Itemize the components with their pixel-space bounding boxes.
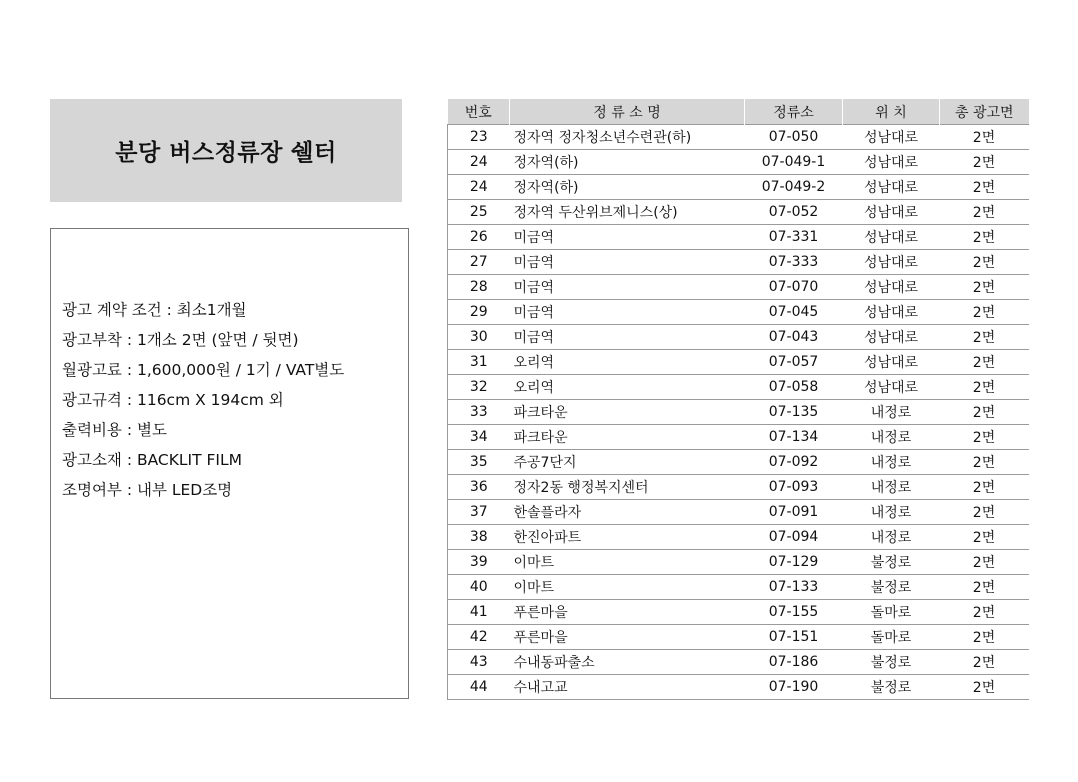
table-row — [448, 225, 1029, 250]
table-row — [448, 150, 1029, 175]
cell-stop-location: 불정로 — [843, 675, 940, 700]
header-row — [448, 99, 1029, 125]
cell-ad-faces: 2면 — [940, 525, 1029, 550]
cell-ad-faces: 2면 — [940, 550, 1029, 575]
cell-stop-location: 돌마로 — [843, 600, 940, 625]
cell-stop-location: 성남대로 — [843, 325, 940, 350]
cell-stop-code: 07-049-2 — [745, 175, 843, 200]
table-row — [448, 350, 1029, 375]
cell-ad-faces: 2면 — [940, 350, 1029, 375]
table-row — [448, 125, 1029, 150]
table-header — [448, 99, 1029, 125]
cell-ad-faces: 2면 — [940, 575, 1029, 600]
cell-stop-number: 30 — [448, 325, 510, 350]
cell-ad-faces: 2면 — [940, 450, 1029, 475]
table-row — [448, 625, 1029, 650]
cell-stop-number: 23 — [448, 125, 510, 150]
cell-stop-name: 수내고교 — [510, 675, 745, 700]
cell-ad-faces: 2면 — [940, 225, 1029, 250]
cell-ad-faces: 2면 — [940, 600, 1029, 625]
header-number: 번호 — [448, 99, 510, 125]
cell-stop-name: 미금역 — [510, 250, 745, 275]
cell-stop-code: 07-092 — [745, 450, 843, 475]
cell-stop-name: 정자역 정자청소년수련관(하) — [510, 125, 745, 150]
cell-stop-name: 미금역 — [510, 325, 745, 350]
info-line-contract-term: 광고 계약 조건 : 최소1개월 — [62, 301, 247, 319]
cell-ad-faces: 2면 — [940, 125, 1029, 150]
info-line-ad-size: 광고규격 : 116cm X 194cm 외 — [62, 391, 284, 409]
cell-ad-faces: 2면 — [940, 375, 1029, 400]
cell-stop-code: 07-190 — [745, 675, 843, 700]
cell-stop-location: 성남대로 — [843, 175, 940, 200]
header-stop-code: 정류소 — [745, 99, 843, 125]
cell-stop-location: 성남대로 — [843, 300, 940, 325]
info-line-print-cost: 출력비용 : 별도 — [62, 421, 167, 439]
cell-stop-code: 07-151 — [745, 625, 843, 650]
cell-stop-name: 수내동파출소 — [510, 650, 745, 675]
cell-stop-location: 성남대로 — [843, 275, 940, 300]
cell-stop-number: 31 — [448, 350, 510, 375]
cell-stop-name: 푸른마을 — [510, 625, 745, 650]
cell-stop-name: 정자역 두산위브제니스(상) — [510, 200, 745, 225]
cell-ad-faces: 2면 — [940, 650, 1029, 675]
cell-stop-name: 오리역 — [510, 375, 745, 400]
cell-ad-faces: 2면 — [940, 175, 1029, 200]
table-row — [448, 200, 1029, 225]
cell-ad-faces: 2면 — [940, 325, 1029, 350]
cell-stop-number: 43 — [448, 650, 510, 675]
cell-stop-number: 26 — [448, 225, 510, 250]
cell-stop-number: 41 — [448, 600, 510, 625]
cell-stop-number: 27 — [448, 250, 510, 275]
cell-stop-name: 정자역(하) — [510, 150, 745, 175]
cell-stop-name: 미금역 — [510, 275, 745, 300]
cell-stop-name: 파크타운 — [510, 425, 745, 450]
table-row — [448, 675, 1029, 700]
cell-stop-number: 36 — [448, 475, 510, 500]
cell-stop-number: 44 — [448, 675, 510, 700]
info-line-attachment: 광고부착 : 1개소 2면 (앞면 / 뒷면) — [62, 331, 299, 349]
cell-stop-code: 07-045 — [745, 300, 843, 325]
cell-stop-number: 32 — [448, 375, 510, 400]
cell-stop-location: 성남대로 — [843, 250, 940, 275]
cell-stop-code: 07-043 — [745, 325, 843, 350]
cell-stop-name: 오리역 — [510, 350, 745, 375]
cell-stop-location: 내정로 — [843, 475, 940, 500]
table-body — [448, 125, 1029, 700]
cell-ad-faces: 2면 — [940, 425, 1029, 450]
cell-stop-location: 내정로 — [843, 525, 940, 550]
table-row — [448, 575, 1029, 600]
cell-stop-name: 미금역 — [510, 300, 745, 325]
cell-stop-location: 내정로 — [843, 450, 940, 475]
cell-stop-code: 07-091 — [745, 500, 843, 525]
cell-stop-number: 40 — [448, 575, 510, 600]
cell-ad-faces: 2면 — [940, 250, 1029, 275]
title-box — [50, 99, 402, 202]
cell-stop-code: 07-333 — [745, 250, 843, 275]
cell-stop-code: 07-058 — [745, 375, 843, 400]
cell-stop-number: 24 — [448, 175, 510, 200]
cell-stop-code: 07-070 — [745, 275, 843, 300]
cell-stop-location: 내정로 — [843, 425, 940, 450]
cell-stop-number: 39 — [448, 550, 510, 575]
cell-stop-number: 38 — [448, 525, 510, 550]
cell-stop-location: 내정로 — [843, 500, 940, 525]
cell-stop-location: 성남대로 — [843, 375, 940, 400]
table-row — [448, 500, 1029, 525]
contract-info-list — [62, 295, 344, 505]
table-row — [448, 275, 1029, 300]
info-line-monthly-fee: 월광고료 : 1,600,000원 / 1기 / VAT별도 — [62, 361, 345, 379]
cell-stop-code: 07-052 — [745, 200, 843, 225]
cell-stop-location: 성남대로 — [843, 200, 940, 225]
cell-stop-code: 07-331 — [745, 225, 843, 250]
cell-stop-code: 07-049-1 — [745, 150, 843, 175]
cell-stop-number: 33 — [448, 400, 510, 425]
cell-ad-faces: 2면 — [940, 275, 1029, 300]
cell-ad-faces: 2면 — [940, 500, 1029, 525]
info-line-lighting: 조명여부 : 내부 LED조명 — [62, 481, 233, 499]
cell-stop-code: 07-094 — [745, 525, 843, 550]
cell-stop-code: 07-050 — [745, 125, 843, 150]
table-row — [448, 375, 1029, 400]
contract-info-box — [50, 228, 409, 699]
table-row — [448, 650, 1029, 675]
header-ad-faces: 총 광고면 — [940, 99, 1029, 125]
cell-stop-code: 07-186 — [745, 650, 843, 675]
table-row — [448, 475, 1029, 500]
header-stop-name: 정 류 소 명 — [510, 99, 745, 125]
cell-stop-number: 29 — [448, 300, 510, 325]
cell-stop-name: 정자역(하) — [510, 175, 745, 200]
cell-stop-name: 한솔플라자 — [510, 500, 745, 525]
cell-stop-code: 07-093 — [745, 475, 843, 500]
cell-stop-code: 07-057 — [745, 350, 843, 375]
cell-stop-name: 이마트 — [510, 575, 745, 600]
table-row — [448, 450, 1029, 475]
cell-stop-number: 24 — [448, 150, 510, 175]
cell-stop-location: 성남대로 — [843, 150, 940, 175]
cell-ad-faces: 2면 — [940, 675, 1029, 700]
table-row — [448, 175, 1029, 200]
cell-stop-name: 한진아파트 — [510, 525, 745, 550]
cell-stop-location: 불정로 — [843, 575, 940, 600]
table-row — [448, 525, 1029, 550]
cell-ad-faces: 2면 — [940, 200, 1029, 225]
cell-stop-name: 이마트 — [510, 550, 745, 575]
cell-stop-location: 돌마로 — [843, 625, 940, 650]
cell-stop-location: 불정로 — [843, 550, 940, 575]
cell-ad-faces: 2면 — [940, 625, 1029, 650]
cell-stop-number: 35 — [448, 450, 510, 475]
cell-stop-location: 불정로 — [843, 650, 940, 675]
cell-stop-code: 07-155 — [745, 600, 843, 625]
table-row — [448, 400, 1029, 425]
cell-ad-faces: 2면 — [940, 475, 1029, 500]
cell-stop-number: 34 — [448, 425, 510, 450]
cell-stop-name: 푸른마을 — [510, 600, 745, 625]
cell-stop-code: 07-133 — [745, 575, 843, 600]
bus-stop-table — [447, 99, 1029, 700]
table-row — [448, 300, 1029, 325]
cell-stop-location: 내정로 — [843, 400, 940, 425]
cell-stop-name: 파크타운 — [510, 400, 745, 425]
cell-ad-faces: 2면 — [940, 400, 1029, 425]
cell-stop-location: 성남대로 — [843, 225, 940, 250]
info-line-material: 광고소재 : BACKLIT FILM — [62, 451, 243, 469]
table-row — [448, 425, 1029, 450]
cell-stop-code: 07-135 — [745, 400, 843, 425]
cell-stop-location: 성남대로 — [843, 350, 940, 375]
cell-stop-code: 07-134 — [745, 425, 843, 450]
page-title: 분당 버스정류장 쉘터 — [115, 140, 337, 166]
cell-stop-number: 37 — [448, 500, 510, 525]
cell-stop-number: 25 — [448, 200, 510, 225]
cell-stop-number: 28 — [448, 275, 510, 300]
table-row — [448, 250, 1029, 275]
cell-stop-number: 42 — [448, 625, 510, 650]
table-row — [448, 600, 1029, 625]
table-row — [448, 325, 1029, 350]
cell-ad-faces: 2면 — [940, 300, 1029, 325]
cell-ad-faces: 2면 — [940, 150, 1029, 175]
table-row — [448, 550, 1029, 575]
cell-stop-name: 정자2동 행정복지센터 — [510, 475, 745, 500]
cell-stop-location: 성남대로 — [843, 125, 940, 150]
cell-stop-name: 주공7단지 — [510, 450, 745, 475]
header-location: 위 치 — [843, 99, 940, 125]
cell-stop-code: 07-129 — [745, 550, 843, 575]
cell-stop-name: 미금역 — [510, 225, 745, 250]
